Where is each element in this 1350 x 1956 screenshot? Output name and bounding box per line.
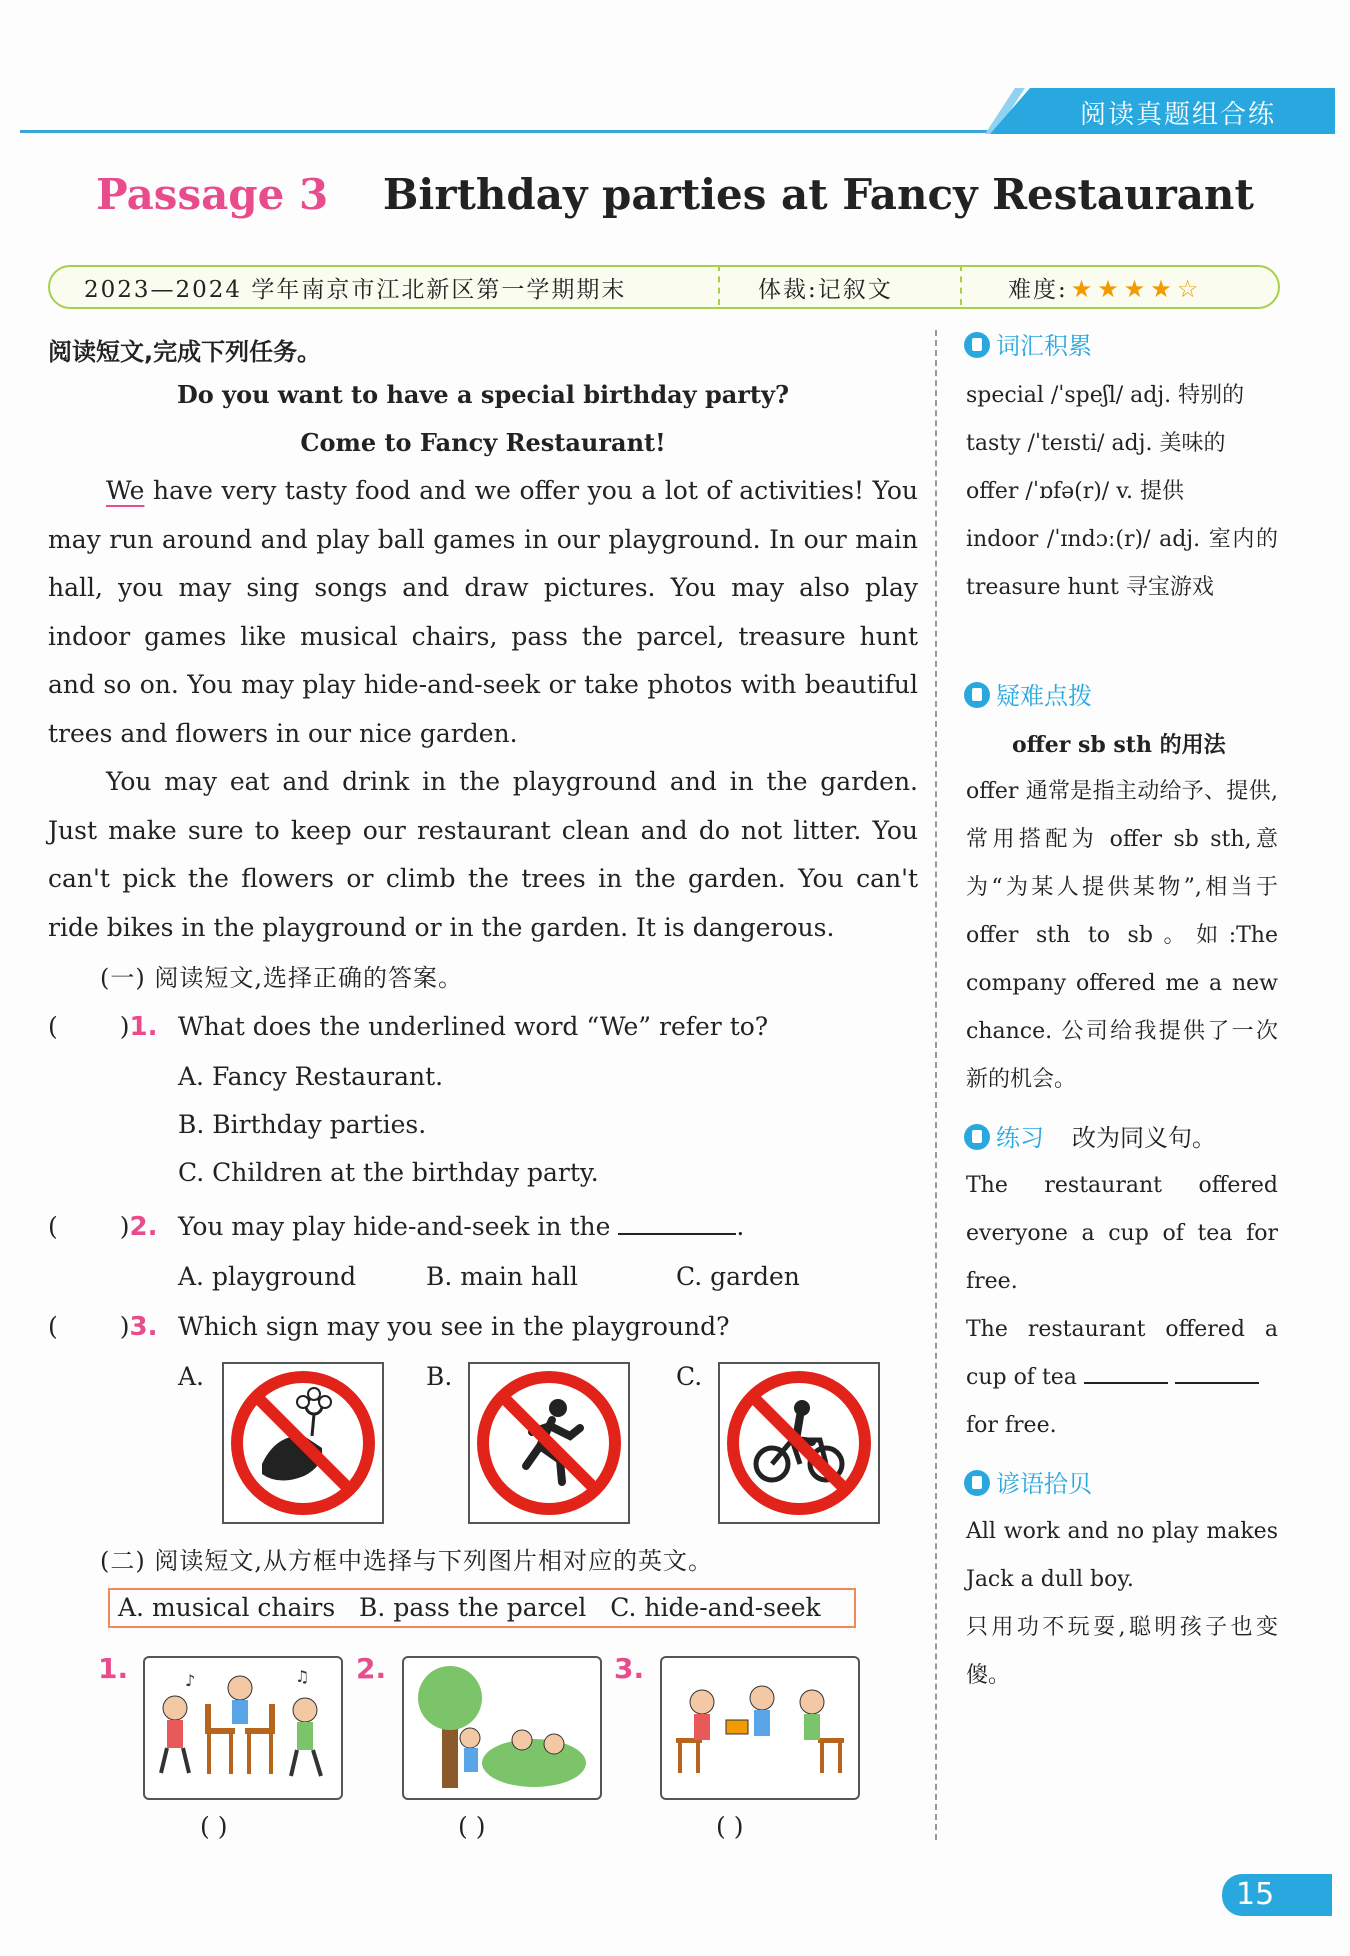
- no-cycling-sign[interactable]: [718, 1362, 880, 1524]
- exam-source: 2023—2024 学年南京市江北新区第一学期期末: [84, 277, 627, 303]
- shell-icon: [964, 1470, 990, 1496]
- hide-and-seek-picture: [402, 1656, 602, 1800]
- fill-blank[interactable]: [618, 1233, 736, 1235]
- question-number: 2.: [129, 1212, 158, 1242]
- difficulty: [1008, 271, 1200, 304]
- passage-body: [48, 467, 918, 952]
- vocab-heading: 词汇积累: [964, 326, 1092, 361]
- info-divider: [718, 265, 720, 305]
- question-number: 3.: [129, 1312, 158, 1342]
- answer-bracket[interactable]: ( ): [716, 1812, 744, 1841]
- pencil-icon: [964, 1124, 990, 1150]
- picture-number: 3.: [614, 1652, 645, 1685]
- proverb-english: All work and no play makes Jack a dull boy.: [966, 1519, 1278, 1592]
- fill-blank[interactable]: [1084, 1382, 1168, 1384]
- proverb-chinese: 只用功不玩耍,聪明孩子也变傻。: [966, 1615, 1278, 1688]
- passage-number: Passage 3: [96, 170, 329, 219]
- proverb-heading: 谚语拾贝: [964, 1464, 1092, 1499]
- q3-option-a-label: A.: [178, 1362, 205, 1391]
- page-number: 15: [1222, 1874, 1332, 1916]
- passage-title: Birthday parties at Fancy Restaurant: [382, 170, 1254, 219]
- no-picking-flowers-sign[interactable]: [222, 1362, 384, 1524]
- fill-blank[interactable]: [1175, 1382, 1259, 1384]
- pass-the-parcel-picture: [660, 1656, 860, 1800]
- tree-bush-illustration: [404, 1658, 600, 1798]
- practice-heading: 练习 改为同义句。: [964, 1118, 1216, 1153]
- question-3-text: Which sign may you see in the playground?: [178, 1312, 730, 1341]
- q2-option-c[interactable]: C. garden: [676, 1262, 800, 1291]
- column-divider: [935, 330, 937, 1840]
- answer-bracket[interactable]: ( ): [200, 1812, 228, 1841]
- header-tab-label: 阅读真题组合练: [1080, 100, 1277, 130]
- svg-text:♫: ♫: [295, 1667, 310, 1686]
- star-filled-icon: ★: [1123, 275, 1148, 303]
- difficulty-label: 难度:: [1008, 277, 1068, 303]
- choice-box: A. musical chairs B. pass the parcel C. hide-and-seek: [108, 1588, 856, 1628]
- children-parcel-illustration: [662, 1658, 858, 1798]
- ad-heading-1: Do you want to have a special birthday party?: [176, 380, 790, 409]
- ad-heading-2: Come to Fancy Restaurant!: [300, 428, 666, 457]
- q3-option-c-label: C.: [676, 1362, 703, 1391]
- paragraph-1: We have very tasty food and we offer you a lot of activities! You may run around and play ball games in our playground. In our main hall, you may sing songs and draw pictures. You may also play indoor games like musical chairs, pass the parcel, treasure hunt and so on. You may play hide-and-seek or take photos with beautiful trees and flowers in our nice garden.: [48, 476, 918, 748]
- vocab-item: special /ˈspeʃl/ adj. 特别的: [966, 383, 1245, 408]
- q2-option-a[interactable]: A. playground: [178, 1262, 357, 1291]
- no-flowers-icon: [224, 1364, 382, 1522]
- answer-bracket[interactable]: ( )1.: [48, 1012, 158, 1042]
- no-running-icon: [470, 1364, 628, 1522]
- q1-option-b[interactable]: B. Birthday parties.: [178, 1110, 427, 1139]
- star-filled-icon: ★: [1150, 275, 1174, 303]
- tips-subheading: offer sb sth 的用法: [1012, 732, 1226, 758]
- star-filled-icon: ★: [1070, 275, 1095, 303]
- q3-option-b-label: B.: [426, 1362, 453, 1391]
- book-icon: [964, 332, 990, 358]
- answer-bracket[interactable]: ( )2.: [48, 1212, 158, 1242]
- vocab-item: tasty /ˈteɪsti/ adj. 美味的: [966, 431, 1226, 456]
- picture-number: 2.: [356, 1652, 387, 1685]
- tips-text: offer 通常是指主动给予、提供,常用搭配为 offer sb sth,意为“为某人提供某物”,相当于 offer sth to sb。如:The company offered me a new chance. 公司给我提供了一次新的机会。: [966, 779, 1278, 1092]
- page-title: [0, 170, 1350, 219]
- svg-text:♪: ♪: [185, 1671, 196, 1690]
- question-2-text: You may play hide-and-seek in the .: [178, 1212, 745, 1241]
- star-filled-icon: ★: [1097, 275, 1121, 303]
- lightbulb-icon: [964, 682, 990, 708]
- question-1-text: What does the underlined word “We” refer to?: [178, 1012, 769, 1041]
- q1-option-a[interactable]: A. Fancy Restaurant.: [178, 1062, 444, 1091]
- answer-bracket[interactable]: ( )3.: [48, 1312, 158, 1342]
- musical-chairs-picture: [143, 1656, 343, 1800]
- underlined-word: We: [106, 476, 145, 505]
- instruction: 阅读短文,完成下列任务。: [48, 338, 322, 366]
- q2-option-b[interactable]: B. main hall: [426, 1262, 578, 1291]
- vocab-item: offer /ˈɒfə(r)/ v. 提供: [966, 479, 1185, 504]
- vocab-item: indoor /ˈɪndɔː(r)/ adj. 室内的 treasure hunt 寻宝游戏: [966, 527, 1278, 600]
- q1-option-c[interactable]: C. Children at the birthday party.: [178, 1158, 599, 1187]
- paragraph-2: You may eat and drink in the playground and in the garden. Just make sure to keep our restaurant clean and do not litter. You can't pick the flowers or climb the trees in the garden. You can't ride bikes in the playground or in the garden. It is dangerous.: [48, 767, 918, 942]
- practice-task: 改为同义句。: [1072, 1124, 1216, 1152]
- children-chairs-illustration: [145, 1658, 341, 1798]
- info-divider: [960, 265, 962, 305]
- vocab-list: [966, 372, 1278, 612]
- header-rule: [20, 130, 1020, 133]
- question-number: 1.: [129, 1012, 158, 1042]
- picture-number: 1.: [98, 1652, 129, 1685]
- answer-bracket[interactable]: ( ): [458, 1812, 486, 1841]
- no-running-sign[interactable]: [468, 1362, 630, 1524]
- no-bicycle-icon: [720, 1364, 878, 1522]
- genre-label: 体裁:记叙文: [758, 277, 893, 303]
- practice-answer: The restaurant offered a cup of tea for free.: [966, 1317, 1278, 1438]
- practice-question: The restaurant offered everyone a cup of tea for free.: [966, 1173, 1278, 1294]
- part2-heading: (二) 阅读短文,从方框中选择与下列图片相对应的英文。: [100, 1547, 713, 1575]
- tips-heading: 疑难点拨: [964, 676, 1092, 711]
- star-empty-icon: ☆: [1176, 275, 1201, 303]
- part1-heading: (一) 阅读短文,选择正确的答案。: [100, 964, 463, 992]
